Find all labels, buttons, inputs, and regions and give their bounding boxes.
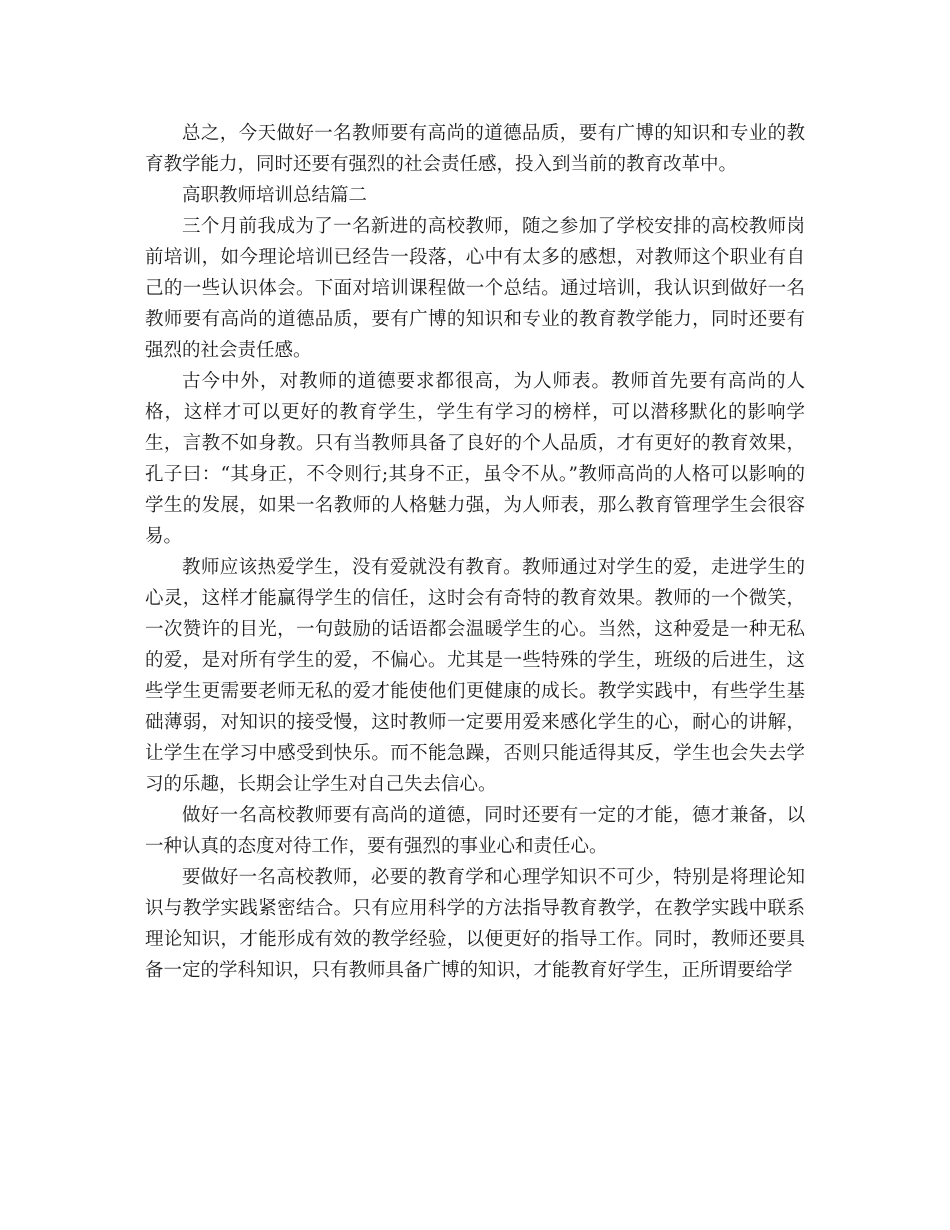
paragraph-intro: 三个月前我成为了一名新进的高校教师，随之参加了学校安排的高校教师岗前培训，如今理论培训已经告一段落，心中有太多的感想，对教师这个职业有自己的一些认识体会。下面对培训课程做一个总结。通过培训，我认识到做好一名教师要有高尚的道德品质，要有广博的知识和专业的教育教学能力，同时还要有强烈的社会责任感。 [145, 216, 805, 361]
section-heading: 高职教师培训总结篇二 [182, 185, 368, 206]
paragraph-conclusion: 总之，今天做好一名教师要有高尚的道德品质，要有广博的知识和专业的教育教学能力，同时还要有强烈的社会责任感，投入到当前的教育改革中。 [145, 123, 805, 175]
paragraph-virtue-talent: 做好一名高校教师要有高尚的道德，同时还要有一定的才能，德才兼备，以一种认真的态度对待工作，要有强烈的事业心和责任心。 [145, 805, 805, 857]
paragraph-love-students: 教师应该热爱学生，没有爱就没有教育。教师通过对学生的爱，走进学生的心灵，这样才能赢得学生的信任，这时会有奇特的教育效果。教师的一个微笑，一次赞许的目光，一句鼓励的话语都会温暖学生的心。当然，这种爱是一种无私的爱，是对所有学生的爱，不偏心。尤其是一些特殊的学生，班级的后进生，这些学生更需要老师无私的爱才能使他们更健康的成长。教学实践中，有些学生基础薄弱，对知识的接受慢，这时教师一定要用爱来感化学生的心，耐心的讲解，让学生在学习中感受到快乐。而不能急躁，否则只能适得其反，学生也会失去学习的乐趣，长期会让学生对自己失去信心。 [145, 557, 805, 795]
paragraph-knowledge: 要做好一名高校教师，必要的教育学和心理学知识不可少，特别是将理论知识与教学实践紧密结合。只有应用科学的方法指导教育教学，在教学实践中联系理论知识，才能形成有效的教学经验，以便更好的指导工作。同时，教师还要具备一定的学科知识，只有教师具备广博的知识，才能教育好学生，正所谓要给学 [145, 867, 805, 981]
paragraph-morality: 古今中外，对教师的道德要求都很高，为人师表。教师首先要有高尚的人格，这样才可以更好的教育学生，学生有学习的榜样，可以潜移默化的影响学生，言教不如身教。只有当教师具备了良好的个人品质，才有更好的教育效果，孔子曰：“其身正，不令则行;其身不正，虽令不从。”教师高尚的人格可以影响的学生的发展，如果一名教师的人格魅力强，为人师表，那么教育管理学生会很容易。 [145, 371, 805, 547]
document-body [145, 118, 805, 986]
